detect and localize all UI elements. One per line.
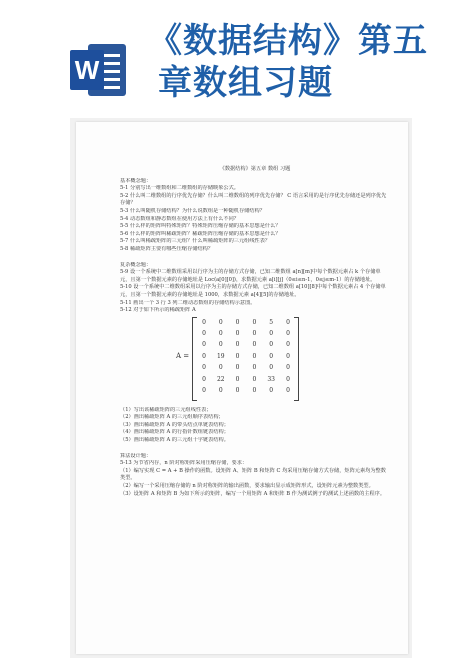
matrix-cell: 5: [269, 318, 274, 326]
matrix-right-bracket: [294, 317, 299, 401]
question-item: 5-4 动态数组和静态数组在使用方法上有什么不同？: [120, 215, 239, 222]
matrix-cell: 0: [202, 341, 206, 349]
question-item: 5-9 设一个系统中二维数组采用以行序为主的存储方式存储，已知二维数组 a[n][m]中每个数据元素占 k 个存储单元，且第一个数据元素的存储地址是 Loc(a[0][0])，求数据元素 a[i][j]（0≤i≤n-1，0≤j≤m-1）的存储地址。: [120, 269, 381, 283]
question-item: 5-13 为节省内存，n 阶对称矩阵采用压缩存储，要求：: [120, 460, 248, 467]
task-item: （3）画出稀疏矩阵 A 的带头结点单链表结构；: [120, 421, 229, 428]
matrix-cell: 0: [286, 318, 290, 326]
matrix-cell: 0: [218, 341, 223, 349]
matrix-cell: 0: [202, 364, 206, 372]
matrix-row: [198, 353, 294, 361]
matrix-cell: 0: [202, 387, 206, 395]
question-item: （3）设矩阵 A 和矩阵 B 为如下所示的矩阵，编写一个用矩阵 A 和矩阵 B 作为测试例子的测试上述函数的主程序。: [120, 490, 386, 497]
question-item: （2）编写一个采用压缩存储的 n 阶对称矩阵的输出函数，要求输出显示成矩阵形式，设矩阵元素为整数类型。: [120, 483, 374, 490]
matrix-cell: 0: [235, 375, 240, 383]
matrix-cell: 0: [235, 364, 240, 372]
matrix-cell: 0: [252, 352, 257, 360]
document-page: [76, 122, 408, 654]
question-item: 5-6 什么样的矩阵叫稀疏矩阵？稀疏矩阵压缩存储的基本思想是什么？: [120, 230, 281, 237]
matrix-cell: 0: [218, 364, 223, 372]
matrix-cell: 0: [235, 318, 240, 326]
matrix-cell: 0: [286, 352, 290, 360]
matrix-cell: 0: [235, 387, 240, 395]
basic-section: [120, 178, 390, 254]
matrix-cell: 0: [202, 352, 206, 360]
word-icon-letter: W: [70, 50, 104, 90]
matrix-cell: 0: [269, 364, 274, 372]
sparse-matrix: [120, 317, 390, 403]
matrix-cell: 0: [269, 341, 274, 349]
question-item: 5-12 对于如下所示的稀疏矩阵 A: [120, 307, 196, 314]
matrix-tasks: [120, 407, 390, 445]
matrix-cell: 0: [235, 352, 240, 360]
matrix-row: [198, 376, 294, 384]
matrix-row: [198, 330, 294, 338]
matrix-cell: 0: [286, 375, 290, 383]
matrix-cell: 0: [252, 375, 257, 383]
matrix-cell: 0: [286, 387, 290, 395]
question-item: 5-2 什么叫二维数组的行序优先存储？什么叫二维数组的列序优先存储？ C 语言采用的是行序优先存储还是列序优先存储？: [120, 192, 387, 207]
title-line-2: 章数组习题: [158, 63, 333, 103]
matrix-row: [198, 319, 294, 327]
matrix-cell: 0: [218, 318, 223, 326]
matrix-cell: 22: [216, 375, 225, 383]
matrix-cell: 0: [252, 341, 257, 349]
question-item: 5-1 分别写出一维数组和二维数组的存储映象公式。: [120, 185, 239, 192]
question-item: 5-10 设一个系统中二维数组采用以行序为主的存储方式存储，已知二维数组 a[10][8]中每个数据元素占 4 个存储单元，且第一个数据元素的存储地址是 1000，求数据元素 a[4][5]的存储地址。: [120, 284, 386, 298]
matrix-cell: 0: [269, 330, 274, 338]
matrix-cell: 0: [269, 352, 274, 360]
matrix-row: [198, 364, 294, 372]
question-item: （1）编写实现 C = A + B 操作的函数。设矩阵 A、矩阵 B 和矩阵 C 均采用压缩存储方式存储，矩阵元素均为整数类型。: [120, 467, 386, 482]
matrix-cell: 0: [218, 330, 223, 338]
task-item: （5）画出稀疏矩阵 A 的三元组十字链表结构。: [120, 437, 229, 444]
matrix-cell: 0: [252, 318, 257, 326]
matrix-row: [198, 387, 294, 395]
section-heading: 复杂概念题：: [120, 261, 152, 268]
title-line-1: 《数据结构》第五: [148, 21, 428, 61]
document-header: 《数据结构》第五章 数组 习题: [219, 166, 291, 172]
section-heading: 基本概念题：: [120, 177, 152, 184]
matrix-left-bracket: [192, 317, 197, 401]
matrix-cell: 0: [286, 364, 290, 372]
matrix-cell: 0: [252, 330, 257, 338]
section-heading: 算法设计题：: [120, 452, 152, 459]
question-item: 5-11 画出一个 3 行 3 列二维动态数组的存储结构示意图。: [120, 299, 256, 306]
matrix-cell: 0: [286, 341, 290, 349]
matrix-cell: 33: [267, 375, 275, 383]
matrix-cell: 0: [235, 341, 240, 349]
matrix-label: A =: [176, 351, 190, 360]
word-document-icon: [70, 40, 126, 100]
matrix-cell: 0: [252, 387, 257, 395]
task-item: （4）画出稀疏矩阵 A 的行指针数组链表结构；: [120, 429, 229, 436]
document-body: [120, 166, 390, 498]
question-item: 5-5 什么样的矩阵叫特殊矩阵？特殊矩阵压缩存储的基本思想是什么？: [120, 223, 281, 230]
question-item: 5-8 稀疏矩阵主要有哪些压缩存储结构？: [120, 245, 214, 252]
matrix-row: [198, 341, 294, 349]
complex-section: [120, 262, 390, 315]
matrix-cell: 0: [269, 387, 274, 395]
matrix-cell: 0: [218, 387, 223, 395]
header-banner: [0, 0, 474, 118]
matrix-cell: 0: [286, 330, 290, 338]
task-item: （1）写出该稀疏矩阵的三元组线性表；: [120, 406, 212, 413]
algorithm-section: [120, 453, 390, 499]
matrix-cell: 0: [202, 330, 206, 338]
question-item: 5-3 什么叫随机存储结构？为什么说数组是一种随机存储结构？: [120, 207, 265, 214]
matrix-cell: 0: [235, 330, 240, 338]
task-item: （2）画出稀疏矩阵 A 的三元组顺序表结构；: [120, 414, 224, 421]
matrix-cell: 0: [252, 364, 257, 372]
matrix-cell: 19: [216, 352, 225, 360]
question-item: 5-7 什么叫稀疏矩阵的三元组？什么叫稀疏矩阵的三元组线性表？: [120, 238, 271, 245]
matrix-cell: 0: [202, 318, 206, 326]
matrix-cell: 0: [202, 375, 206, 383]
page-title: [148, 20, 468, 104]
